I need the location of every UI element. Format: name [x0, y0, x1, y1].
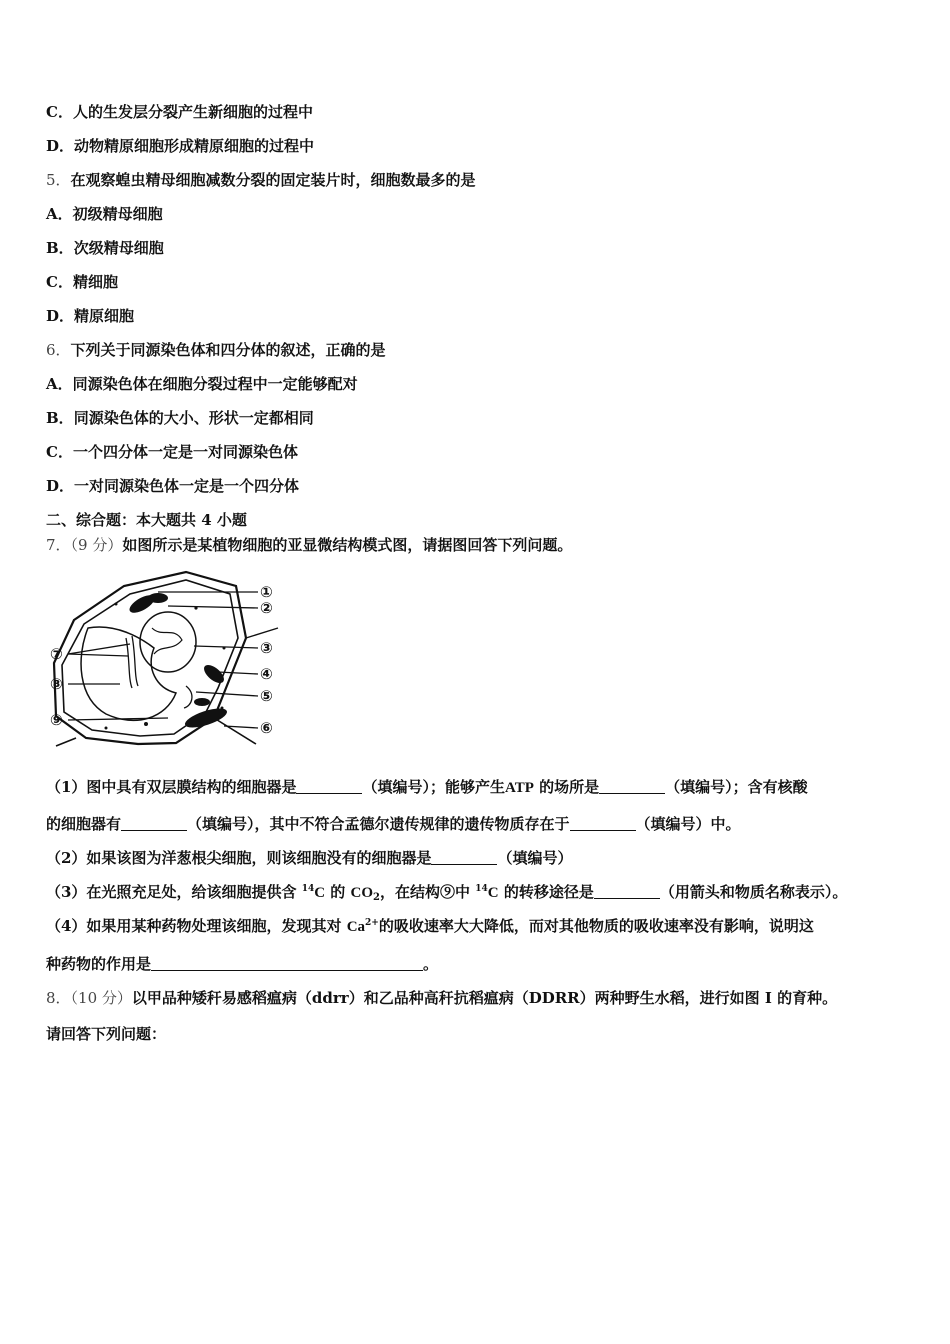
answer-blank[interactable]	[296, 779, 362, 794]
label-2: ②	[260, 599, 273, 617]
q7-part4-line2: 种药物的作用是 。	[46, 955, 439, 973]
q5-option-b: B．次级精母细胞	[46, 239, 164, 257]
q6-option-a: A．同源染色体在细胞分裂过程中一定能够配对	[46, 375, 358, 393]
q7-part4-line1: （4）如果用某种药物处理该细胞，发现其对 $Ca^{2+}$的吸收速率大大降低，而对其他物质的吸收速率没有影响，说明这	[46, 917, 814, 935]
label-6: ⑥	[260, 719, 273, 737]
q5-stem: 5．在观察蝗虫精母细胞减数分裂的固定装片时，细胞数最多的是	[46, 171, 476, 189]
plant-cell-diagram	[46, 568, 286, 748]
label-8: ⑧	[50, 675, 63, 693]
q6-option-d: D．一对同源染色体一定是一个四分体	[46, 477, 300, 495]
q7-part3: （3）在光照充足处，给该细胞提供含 $^{14}$C 的 $CO_2$，在结构⑨中 $^{14}$C 的转移途径是 （用箭头和物质名称表示）。	[46, 883, 848, 903]
section-2-title: 二、综合题：本大题共 4 小题	[46, 511, 247, 529]
label-9: ⑨	[50, 711, 63, 729]
label-7: ⑦	[50, 645, 63, 663]
q8-stem: 8．（10 分）以甲品种矮秆易感稻瘟病（ddrr）和乙品种高秆抗稻瘟病（DDRR）两种野生水稻，进行如图 I 的育种。	[46, 989, 838, 1007]
q5-option-d: D．精原细胞	[46, 307, 135, 325]
q4-option-d: D．动物精原细胞形成精原细胞的过程中	[46, 137, 315, 155]
answer-blank[interactable]	[599, 779, 665, 794]
q8-stem-line2: 请回答下列问题：	[46, 1025, 167, 1043]
q5-option-a: A．初级精母细胞	[46, 205, 163, 223]
q7-part1-line2: 的细胞器有 （填编号），其中不符合孟德尔遗传规律的遗传物质存在于 （填编号）中。	[46, 815, 741, 833]
label-5: ⑤	[260, 687, 273, 705]
q7-stem: 7．（9 分）如图所示是某植物细胞的亚显微结构模式图，请据图回答下列问题。	[46, 536, 573, 554]
nucleus	[140, 612, 196, 672]
q7-part2: （2）如果该图为洋葱根尖细胞，则该细胞没有的细胞器是 （填编号）	[46, 849, 573, 867]
answer-blank[interactable]	[594, 884, 660, 899]
vacuole	[81, 627, 176, 720]
q7-part1-line1: （1）图中具有双层膜结构的细胞器是 （填编号）；能够产生ATP 的场所是 （填编号）；含有核酸	[46, 778, 808, 796]
answer-blank[interactable]	[121, 816, 187, 831]
answer-blank[interactable]	[570, 816, 636, 831]
label-4: ④	[260, 665, 273, 683]
label-3: ③	[260, 639, 273, 657]
q6-option-c: C．一个四分体一定是一对同源染色体	[46, 443, 298, 461]
label-1: ①	[260, 583, 273, 601]
answer-blank[interactable]	[151, 956, 423, 971]
q6-stem: 6．下列关于同源染色体和四分体的叙述，正确的是	[46, 341, 386, 359]
q5-option-c: C．精细胞	[46, 273, 118, 291]
q4-option-c: C．人的生发层分裂产生新细胞的过程中	[46, 103, 313, 121]
q6-option-b: B．同源染色体的大小、形状一定都相同	[46, 409, 314, 427]
answer-blank[interactable]	[431, 850, 497, 865]
